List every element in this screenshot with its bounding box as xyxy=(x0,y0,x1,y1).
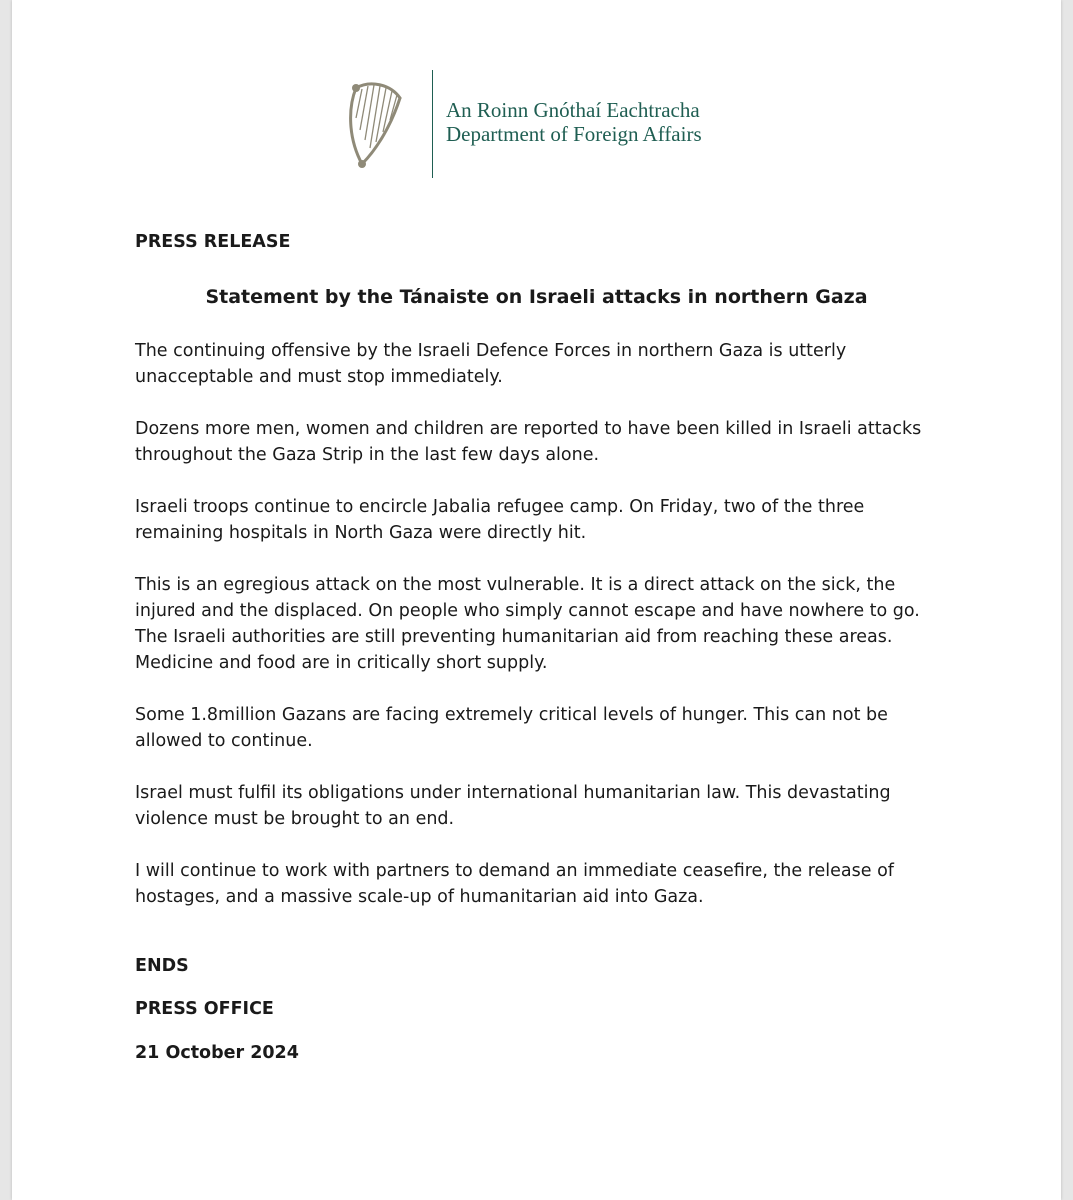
paragraph-7: I will continue to work with partners to demand an immediate ceasefire, the release of hostages, and a massive scale-up of humanitarian aid into Gaza. xyxy=(135,861,894,907)
paragraph-6: Israel must fulfil its obligations under international humanitarian law. This devastating violence must be brought to an end. xyxy=(135,783,891,829)
paragraph-2: Dozens more men, women and children are reported to have been killed in Israeli attacks throughout the Gaza Strip in the last few days alone. xyxy=(135,419,922,465)
paragraph-3: Israeli troops continue to encircle Jabalia refugee camp. On Friday, two of the three remaining hospitals in North Gaza were directly hit. xyxy=(135,497,865,543)
department-name xyxy=(446,98,702,146)
department-name-english: Department of Foreign Affairs xyxy=(446,122,702,146)
paragraph-1: The continuing offensive by the Israeli Defence Forces in northern Gaza is utterly unacceptable and must stop immediately. xyxy=(135,341,847,387)
department-name-irish: An Roinn Gnóthaí Eachtracha xyxy=(446,98,700,122)
letterhead-divider xyxy=(432,70,433,178)
paragraph-4: This is an egregious attack on the most vulnerable. It is a direct attack on the sick, the injured and the displaced. On people who simply cannot escape and have nowhere to go. The Israeli authorities are still preventing humanitarian aid from reaching these areas. Medicine and food are in critically short supply. xyxy=(135,575,920,673)
harp-icon xyxy=(342,78,412,170)
paragraph-5: Some 1.8million Gazans are facing extremely critical levels of hunger. This can not be allowed to continue. xyxy=(135,705,888,751)
ends-label: ENDS xyxy=(135,956,189,976)
press-office-label: PRESS OFFICE xyxy=(135,999,274,1019)
headline: Statement by the Tánaiste on Israeli attacks in northern Gaza xyxy=(205,286,868,308)
press-release-label: PRESS RELEASE xyxy=(135,232,291,252)
release-date: 21 October 2024 xyxy=(135,1043,299,1063)
document-page xyxy=(12,0,1061,1200)
